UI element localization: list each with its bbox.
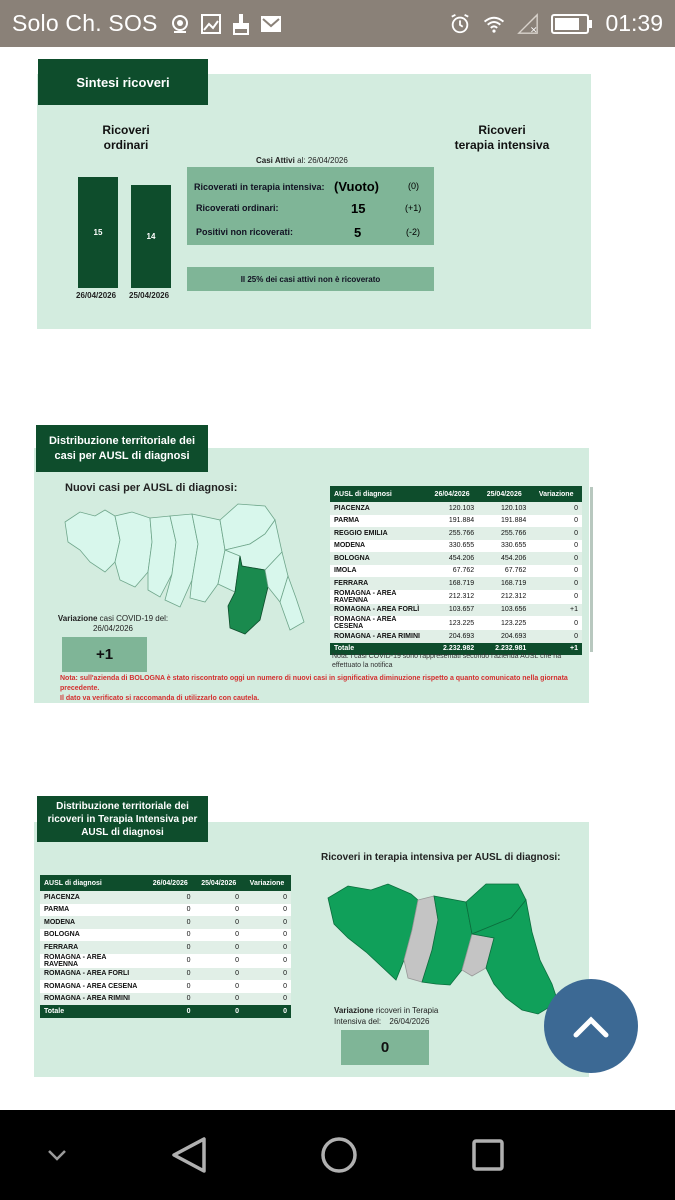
cell-value: 454.206 xyxy=(426,552,478,565)
variazione-value-text: +1 xyxy=(95,646,114,663)
variazione-ti-label xyxy=(334,1005,454,1027)
table-scrollbar[interactable] xyxy=(590,487,593,652)
casi-attivi-header xyxy=(256,156,348,165)
variazione-label: Variazione xyxy=(334,1006,374,1015)
table-header-row xyxy=(330,486,582,502)
wifi-icon xyxy=(483,13,505,35)
cell-variazione: 0 xyxy=(530,502,582,515)
cell-value: 103.656 xyxy=(478,604,530,617)
cell-ausl: FERRARA xyxy=(330,577,426,590)
cell-variazione: +1 xyxy=(530,604,582,617)
col-date1[interactable]: 26/04/2026 xyxy=(146,875,194,891)
cell-value: 0 xyxy=(194,891,242,904)
cell-value: 191.884 xyxy=(426,515,478,528)
signal-icon xyxy=(517,13,539,35)
terapia-title-line3: AUSL di diagnosi xyxy=(81,826,164,838)
cell-value: 0 xyxy=(194,993,242,1006)
table-row[interactable] xyxy=(330,604,582,617)
cell-ausl: PIACENZA xyxy=(40,891,146,904)
cell-value: 0 xyxy=(194,916,242,929)
cell-value: 0 xyxy=(146,891,194,904)
cell-ausl: BOLOGNA xyxy=(330,552,426,565)
table-row[interactable] xyxy=(40,916,291,929)
ti-map-title: Ricoveri in terapia intensiva per AUSL di diagnosi: xyxy=(321,852,561,863)
table-row[interactable] xyxy=(330,577,582,590)
sintesi-title-text: Sintesi ricoveri xyxy=(76,74,170,90)
ti-ausl-table[interactable] xyxy=(40,875,291,1018)
casi-ausl-table[interactable] xyxy=(330,486,582,655)
bologna-warning-note xyxy=(60,674,580,704)
casi-row-label: Ricoverati ordinari: xyxy=(196,203,279,213)
variazione-text2: Intensiva del: xyxy=(334,1017,382,1026)
table-row[interactable] xyxy=(330,540,582,553)
cell-value: 204.693 xyxy=(478,630,530,643)
clock: 01:39 xyxy=(605,10,663,36)
cell-ausl: ROMAGNA - AREA CESENA xyxy=(40,980,146,993)
scroll-to-top-button[interactable] xyxy=(544,979,638,1073)
bar-date-26: 26/04/2026 xyxy=(76,291,117,300)
cell-value: 67.762 xyxy=(478,565,530,578)
casi-row-label: Positivi non ricoverati: xyxy=(196,227,294,237)
cell-value: 0 xyxy=(146,929,194,942)
cell-ausl: ROMAGNA - AREA RIMINI xyxy=(330,630,426,643)
bar-value: 14 xyxy=(146,232,156,241)
distribuzione-title xyxy=(36,425,208,472)
cell-ausl: IMOLA xyxy=(330,565,426,578)
cell-value: 0 xyxy=(146,941,194,954)
cell-variazione: 0 xyxy=(530,527,582,540)
cell-variazione: 0 xyxy=(530,552,582,565)
cell-value: 255.766 xyxy=(426,527,478,540)
cell-ausl: ROMAGNA - AREA FORLI xyxy=(40,968,146,981)
cell-value: 204.693 xyxy=(426,630,478,643)
total-value: 2.232.981 xyxy=(478,643,530,656)
total-value: 0 xyxy=(146,1005,194,1018)
table-row[interactable] xyxy=(330,616,582,630)
cell-value: 0 xyxy=(146,916,194,929)
distribuzione-title-line1: Distribuzione territoriale dei xyxy=(48,434,196,447)
casi-attivi-label: Casi Attivi xyxy=(256,156,295,165)
svg-text:×: × xyxy=(530,23,538,35)
terapia-title-line1: Distribuzione territoriale dei xyxy=(56,800,189,812)
casi-attivi-date: 26/04/2026 xyxy=(307,156,348,165)
cell-value: 330.655 xyxy=(478,540,530,553)
table-row[interactable] xyxy=(40,968,291,981)
table-row[interactable] xyxy=(40,929,291,942)
cell-value: 120.103 xyxy=(478,502,530,515)
casi-row-label: Ricoverati in terapia intensiva: xyxy=(194,182,325,192)
cell-ausl: ROMAGNA - AREA RIMINI xyxy=(40,993,146,1006)
casi-attivi-al: al: xyxy=(297,156,306,165)
table-row[interactable] xyxy=(330,527,582,540)
col-ausl[interactable]: AUSL di diagnosi xyxy=(40,875,146,891)
red-note-line2: Il dato va verificato si raccomanda di utilizzarlo con cautela. xyxy=(60,695,260,702)
ricoveri-ordinari-line1: Ricoveri xyxy=(102,123,150,137)
col-ausl[interactable]: AUSL di diagnosi xyxy=(330,486,426,502)
cell-variazione: 0 xyxy=(530,590,582,604)
casi-table-note xyxy=(332,652,577,670)
casi-row-value: (Vuoto) xyxy=(334,179,379,194)
cell-value: 0 xyxy=(194,954,242,968)
ti-emilia-romagna-map[interactable] xyxy=(326,880,566,1020)
cell-value: 0 xyxy=(146,968,194,981)
casi-row-var: (0) xyxy=(408,181,419,191)
table-row[interactable] xyxy=(40,891,291,904)
table-note-line2: effettuato la notifica xyxy=(332,662,393,669)
bar-ricoveri-25[interactable] xyxy=(131,185,171,288)
col-date2[interactable]: 25/04/2026 xyxy=(194,875,242,891)
variazione-ti-value xyxy=(341,1030,429,1065)
total-label: Totale xyxy=(40,1005,146,1018)
variazione-text: casi COVID-19 del: xyxy=(99,614,169,623)
cell-value: 168.719 xyxy=(478,577,530,590)
report-page[interactable] xyxy=(0,47,675,1110)
casi-row-var: (+1) xyxy=(405,203,422,213)
ricoveri-ordinari-label xyxy=(80,123,172,153)
nav-back-button[interactable] xyxy=(168,1135,212,1175)
cell-value: 212.312 xyxy=(478,590,530,604)
cell-ausl: ROMAGNA - AREA CESENA xyxy=(330,616,426,630)
cell-variazione: 0 xyxy=(243,968,291,981)
cell-variazione: 0 xyxy=(243,929,291,942)
table-row[interactable] xyxy=(330,565,582,578)
cell-value: 123.225 xyxy=(478,616,530,630)
table-row[interactable] xyxy=(330,590,582,604)
cell-variazione: 0 xyxy=(243,980,291,993)
sintesi-title xyxy=(38,59,208,105)
cell-value: 0 xyxy=(194,929,242,942)
variazione-date: 26/04/2026 xyxy=(389,1017,430,1026)
col-variazione[interactable]: Variazione xyxy=(530,486,582,502)
cell-ausl: PARMA xyxy=(40,904,146,917)
total-value: 0 xyxy=(243,1005,291,1018)
variazione-casi-label xyxy=(53,614,173,634)
image-icon xyxy=(200,13,222,35)
cell-value: 103.657 xyxy=(426,604,478,617)
variazione-value-text: 0 xyxy=(380,1039,390,1056)
col-variazione[interactable]: Variazione xyxy=(243,875,291,891)
variazione-label: Variazione xyxy=(57,614,98,623)
table-header-row xyxy=(40,875,291,891)
table-row[interactable] xyxy=(40,904,291,917)
cell-value: 330.655 xyxy=(426,540,478,553)
recents-square-icon xyxy=(470,1136,506,1174)
nav-hide-button[interactable] xyxy=(40,1140,74,1170)
casi-note xyxy=(187,267,434,291)
cell-ausl: PARMA xyxy=(330,515,426,528)
table-row[interactable] xyxy=(40,941,291,954)
map-region-piacenza xyxy=(65,510,120,572)
cell-variazione: 0 xyxy=(530,540,582,553)
ti-region-west xyxy=(328,884,418,980)
cell-value: 168.719 xyxy=(426,577,478,590)
map-region-parma xyxy=(115,512,152,587)
cell-ausl: FERRARA xyxy=(40,941,146,954)
cell-variazione: 0 xyxy=(243,954,291,968)
cell-variazione: 0 xyxy=(530,577,582,590)
cell-value: 67.762 xyxy=(426,565,478,578)
cell-variazione: 0 xyxy=(243,891,291,904)
alarm-icon xyxy=(449,13,471,35)
ricoveri-ti-line2: terapia intensiva xyxy=(454,138,550,152)
bar-value: 15 xyxy=(93,228,103,237)
cell-variazione: 0 xyxy=(243,941,291,954)
cell-ausl: REGGIO EMILIA xyxy=(330,527,426,540)
variazione-date: 26/04/2026 xyxy=(92,624,134,633)
nav-home-button[interactable] xyxy=(318,1134,360,1176)
ricoveri-ti-line1: Ricoveri xyxy=(478,123,526,137)
android-nav-bar xyxy=(0,1110,675,1200)
cell-variazione: 0 xyxy=(243,904,291,917)
table-row[interactable] xyxy=(40,993,291,1006)
casi-row-value: 5 xyxy=(354,225,362,240)
cell-ausl: BOLOGNA xyxy=(40,929,146,942)
cell-value: 0 xyxy=(146,993,194,1006)
bar-ricoveri-26[interactable] xyxy=(78,177,118,288)
chevron-down-icon xyxy=(47,1149,67,1161)
cell-ausl: MODENA xyxy=(330,540,426,553)
nuovi-casi-map-title: Nuovi casi per AUSL di diagnosi: xyxy=(65,482,238,494)
table-row[interactable] xyxy=(330,552,582,565)
cell-value: 0 xyxy=(194,980,242,993)
col-date2[interactable]: 25/04/2026 xyxy=(478,486,530,502)
table-row[interactable] xyxy=(40,954,291,968)
mail-icon xyxy=(260,13,282,35)
table-total-row xyxy=(40,1005,291,1018)
cell-ausl: PIACENZA xyxy=(330,502,426,515)
cell-variazione: 0 xyxy=(243,916,291,929)
cell-variazione: 0 xyxy=(243,993,291,1006)
carrier-name: Solo Ch. SOS xyxy=(12,10,158,36)
bar-date-25: 25/04/2026 xyxy=(129,291,170,300)
broom-icon xyxy=(230,13,252,35)
cell-value: 212.312 xyxy=(426,590,478,604)
status-bar xyxy=(0,0,675,47)
cell-value: 123.225 xyxy=(426,616,478,630)
total-value: 0 xyxy=(194,1005,242,1018)
total-value: +1 xyxy=(530,643,582,656)
cell-value: 0 xyxy=(146,954,194,968)
cell-value: 255.766 xyxy=(478,527,530,540)
table-row[interactable] xyxy=(40,980,291,993)
variazione-casi-value xyxy=(62,637,147,672)
variazione-text: ricoveri in Terapia xyxy=(375,1006,439,1015)
back-triangle-icon xyxy=(168,1135,212,1175)
casi-row-value: 15 xyxy=(351,201,366,216)
cell-variazione: 0 xyxy=(530,565,582,578)
casi-row-var: (-2) xyxy=(406,227,420,237)
casi-note-text: Il 25% dei casi attivi non è ricoverato xyxy=(240,274,381,284)
terapia-title xyxy=(37,796,208,842)
nav-recents-button[interactable] xyxy=(470,1136,506,1174)
cell-variazione: 0 xyxy=(530,630,582,643)
cell-variazione: 0 xyxy=(530,616,582,630)
battery-icon xyxy=(551,13,593,35)
terapia-title-line2: ricoveri in Terapia Intensiva per xyxy=(47,813,198,825)
cell-ausl: ROMAGNA - AREA RAVENNA xyxy=(40,954,146,968)
cell-value: 0 xyxy=(194,904,242,917)
ricoveri-ti-label xyxy=(440,123,564,153)
eye-icon xyxy=(170,13,192,35)
total-label: Totale xyxy=(330,643,426,656)
cell-value: 0 xyxy=(146,904,194,917)
cell-value: 0 xyxy=(194,968,242,981)
notification-icons xyxy=(170,13,282,35)
cell-value: 191.884 xyxy=(478,515,530,528)
table-row[interactable] xyxy=(330,502,582,515)
ricoveri-ordinari-line2: ordinari xyxy=(103,138,149,152)
chevron-up-icon xyxy=(571,1011,611,1041)
table-row[interactable] xyxy=(330,515,582,528)
distribuzione-title-line2: casi per AUSL di diagnosi xyxy=(54,449,190,462)
cell-value: 454.206 xyxy=(478,552,530,565)
cell-value: 0 xyxy=(146,980,194,993)
cell-value: 120.103 xyxy=(426,502,478,515)
table-row[interactable] xyxy=(330,630,582,643)
red-note-line1: Nota: sull'azienda di BOLOGNA è stato riscontrato oggi un numero di nuovi casi in significativa diminuzione rispetto a quanto comunicato nella giornata precedente. xyxy=(60,675,568,692)
cell-ausl: ROMAGNA - AREA RAVENNA xyxy=(330,590,426,604)
cell-variazione: 0 xyxy=(530,515,582,528)
table-note-line1: Nota: i casi COVID-19 sono rappresentati secondo l'azienda AUSL che ha xyxy=(332,653,562,660)
cell-value: 0 xyxy=(194,941,242,954)
col-date1[interactable]: 26/04/2026 xyxy=(426,486,478,502)
cell-ausl: MODENA xyxy=(40,916,146,929)
home-circle-icon xyxy=(318,1134,360,1176)
cell-ausl: ROMAGNA - AREA FORLÌ xyxy=(330,604,426,617)
total-value: 2.232.982 xyxy=(426,643,478,656)
